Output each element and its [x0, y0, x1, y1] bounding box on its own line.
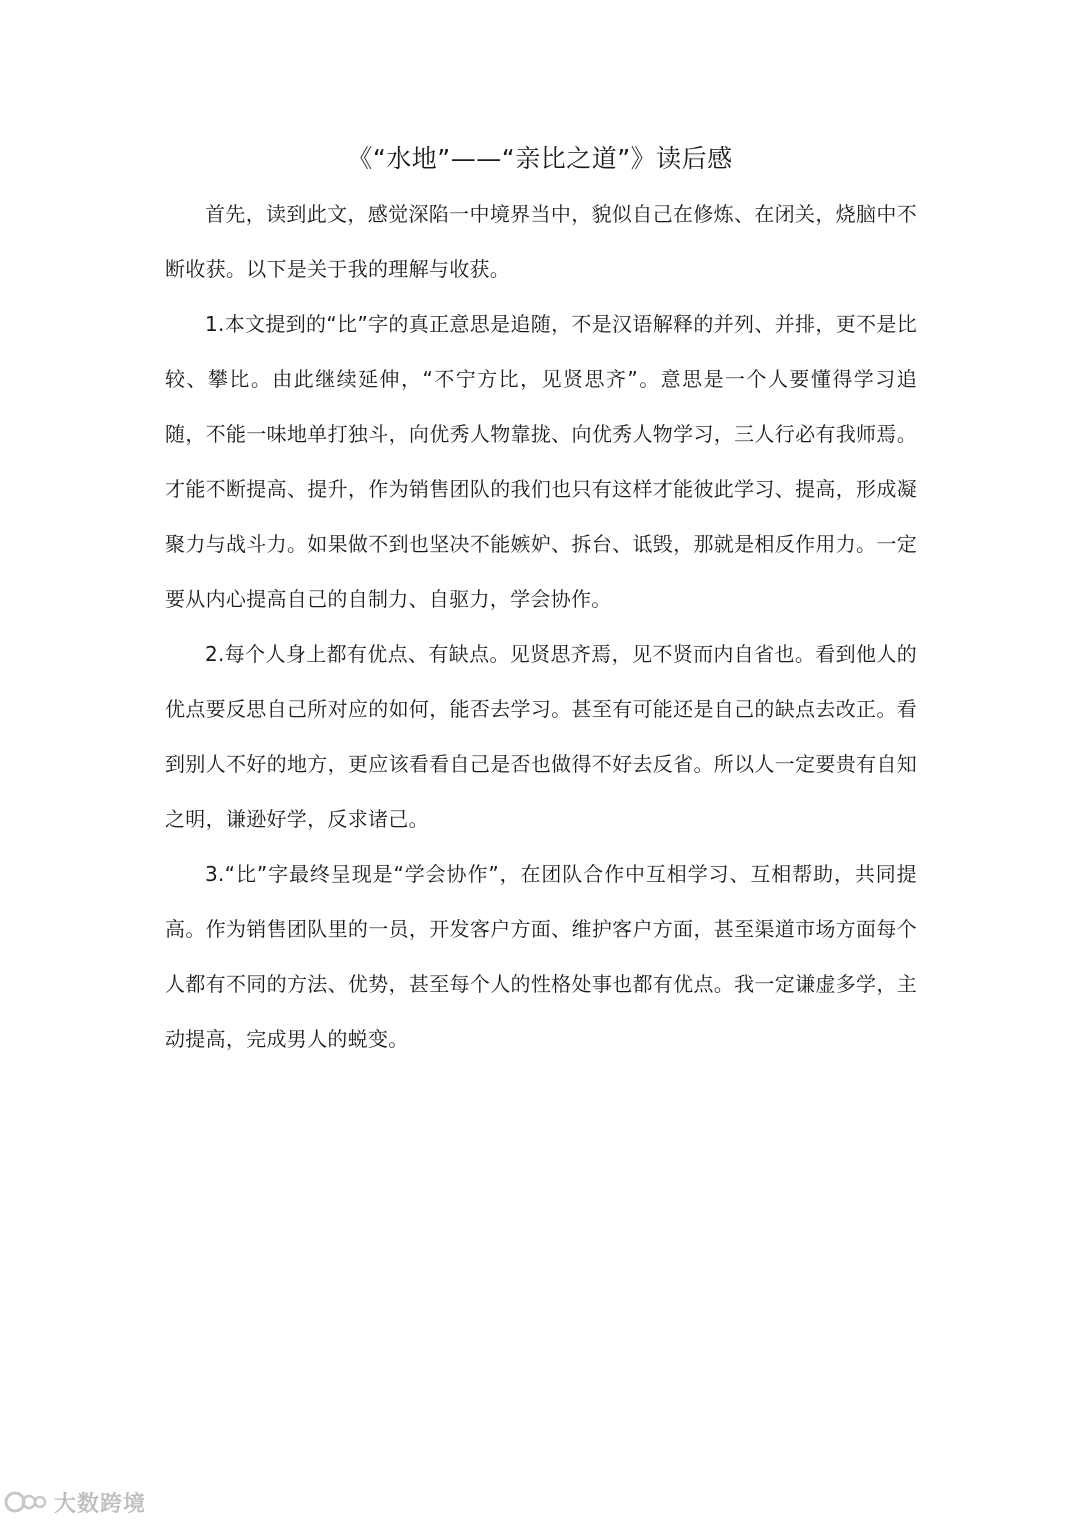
- paragraph-point-3: 3.“比”字最终呈现是“学会协作”，在团队合作中互相学习、互相帮助，共同提高。作为销售团队里的一员，开发客户方面、维护客户方面，甚至渠道市场方面每个人都有不同的方法、优势，甚至每个人的性格处事也都有优点。我一定谦虚多学，主动提高，完成男人的蜕变。: [165, 862, 917, 1051]
- watermark: [4, 1486, 146, 1518]
- brand-logo-icon: [4, 1488, 48, 1516]
- document-title: 《“水地”——“亲比之道”》读后感: [347, 144, 733, 173]
- paragraph-intro: 首先，读到此文，感觉深陷一中境界当中，貌似自己在修炼、在闭关，烧脑中不断收获。以下是关于我的理解与收获。: [165, 202, 917, 281]
- document-body: [165, 187, 917, 1067]
- paragraph-point-1: 1.本文提到的“比”字的真正意思是追随，不是汉语解释的并列、并排，更不是比较、攀比。由此继续延伸，“不宁方比，见贤思齐”。意思是一个人要懂得学习追随，不能一味地单打独斗，向优秀人物靠拢、向优秀人物学习，三人行必有我师焉。才能不断提高、提升，作为销售团队的我们也只有这样才能彼此学习、提高，形成凝聚力与战斗力。如果做不到也坚决不能嫉妒、拆台、诋毁，那就是相反作用力。一定要从内心提高自己的自制力、自驱力，学会协作。: [165, 312, 917, 611]
- paragraph-point-2: 2.每个人身上都有优点、有缺点。见贤思齐焉，见不贤而内自省也。看到他人的优点要反思自己所对应的如何，能否去学习。甚至有可能还是自己的缺点去改正。看到别人不好的地方，更应该看看自己是否也做得不好去反省。所以人一定要贵有自知之明，谦逊好学，反求诸己。: [165, 642, 917, 831]
- watermark-text: 大数跨境: [54, 1491, 147, 1517]
